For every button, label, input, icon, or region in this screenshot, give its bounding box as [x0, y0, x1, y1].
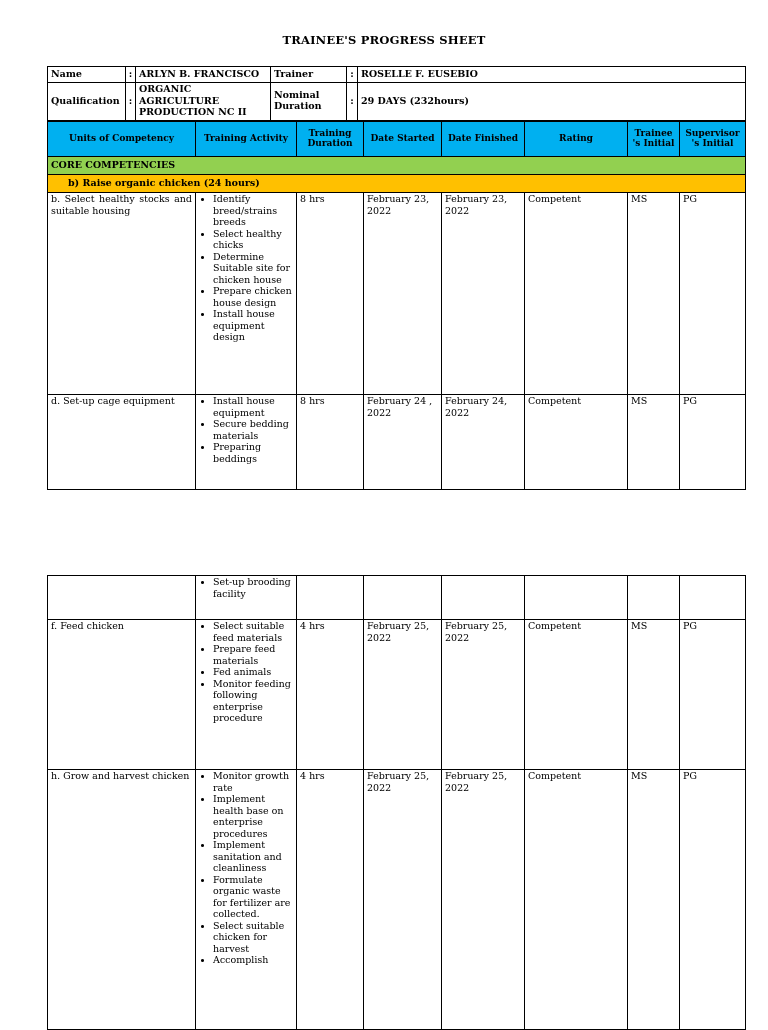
nominal-duration-value: 29 DAYS (232hours) — [358, 83, 746, 121]
progress-table-page1 — [47, 121, 746, 490]
table-row — [48, 395, 746, 490]
header-units: Units of Competency — [48, 122, 196, 157]
date-started-cell: February 25, 2022 — [364, 620, 442, 770]
qualification-value: ORGANIC AGRICULTURE PRODUCTION NC II — [136, 83, 271, 121]
date-started-cell: February 25, 2022 — [364, 770, 442, 1030]
activity-cell — [196, 620, 297, 770]
activity-item: • Preparing beddings — [213, 442, 293, 465]
trainee-initial-cell: MS — [628, 620, 680, 770]
core-competencies-row — [48, 157, 746, 175]
rating-cell — [525, 576, 628, 620]
activity-item: • Install house equipment design — [213, 309, 293, 344]
activity-item: • Secure bedding materials — [213, 419, 293, 442]
activity-list — [199, 194, 293, 344]
date-finished-cell — [442, 576, 525, 620]
rating-cell: Competent — [525, 770, 628, 1030]
trainee-initial-cell: MS — [628, 770, 680, 1030]
activity-cell — [196, 770, 297, 1030]
activity-list — [199, 577, 293, 600]
activity-list — [199, 621, 293, 725]
supervisor-initial-cell: PG — [680, 193, 746, 395]
table-row — [48, 193, 746, 395]
header-rating: Rating — [525, 122, 628, 157]
activity-item: • Identify breed/strains breeds — [213, 194, 293, 229]
activity-item: • Formulate organic waste for fertilizer are collected. — [213, 875, 293, 921]
duration-cell: 4 hrs — [297, 770, 364, 1030]
activity-cell — [196, 395, 297, 490]
duration-cell: 8 hrs — [297, 395, 364, 490]
section-row — [48, 175, 746, 193]
name-label: Name — [48, 67, 126, 83]
trainer-value: ROSELLE F. EUSEBIO — [358, 67, 746, 83]
table-header-row — [48, 122, 746, 157]
colon: : — [347, 83, 358, 121]
colon: : — [126, 83, 136, 121]
trainee-initial-cell: MS — [628, 395, 680, 490]
table-row — [48, 576, 746, 620]
header-duration: Training Duration — [297, 122, 364, 157]
header-trainee: Trainee 's Initial — [628, 122, 680, 157]
date-started-cell — [364, 576, 442, 620]
date-finished-cell: February 25, 2022 — [442, 620, 525, 770]
activity-item: • Prepare chicken house design — [213, 286, 293, 309]
activity-item: • Monitor feeding following enterprise procedure — [213, 679, 293, 725]
activity-item: • Select healthy chicks — [213, 229, 293, 252]
supervisor-initial-cell — [680, 576, 746, 620]
activity-list — [199, 396, 293, 465]
activity-item: • Determine Suitable site for chicken house — [213, 252, 293, 287]
table-row — [48, 620, 746, 770]
section-label: b) Raise organic chicken (24 hours) — [48, 175, 746, 193]
colon: : — [126, 67, 136, 83]
activity-item: • Select suitable feed materials — [213, 621, 293, 644]
activity-item: • Prepare feed materials — [213, 644, 293, 667]
duration-cell: 8 hrs — [297, 193, 364, 395]
activity-item: • Implement sanitation and cleanliness — [213, 840, 293, 875]
activity-cell — [196, 576, 297, 620]
unit-cell: b. Select healthy stocks and suitable housing — [48, 193, 196, 395]
rating-cell: Competent — [525, 395, 628, 490]
date-finished-cell: February 23, 2022 — [442, 193, 525, 395]
date-started-cell: February 23, 2022 — [364, 193, 442, 395]
unit-cell: h. Grow and harvest chicken — [48, 770, 196, 1030]
trainee-initial-cell — [628, 576, 680, 620]
trainer-label: Trainer — [271, 67, 347, 83]
supervisor-initial-cell: PG — [680, 770, 746, 1030]
date-started-cell: February 24 , 2022 — [364, 395, 442, 490]
supervisor-initial-cell: PG — [680, 620, 746, 770]
supervisor-initial-cell: PG — [680, 395, 746, 490]
activity-item: • Install house equipment — [213, 396, 293, 419]
trainee-info-table — [47, 66, 746, 121]
date-finished-cell: February 25, 2022 — [442, 770, 525, 1030]
nominal-duration-label: Nominal Duration — [271, 83, 347, 121]
core-competencies-label: CORE COMPETENCIES — [48, 157, 746, 175]
qualification-label: Qualification — [48, 83, 126, 121]
colon: : — [347, 67, 358, 83]
progress-table-page2 — [47, 575, 746, 1030]
unit-cell: d. Set-up cage equipment — [48, 395, 196, 490]
activity-item: • Fed animals — [213, 667, 293, 679]
trainee-initial-cell: MS — [628, 193, 680, 395]
duration-cell — [297, 576, 364, 620]
activity-item: • Set-up brooding facility — [213, 577, 293, 600]
rating-cell: Competent — [525, 193, 628, 395]
header-started: Date Started — [364, 122, 442, 157]
table-row — [48, 770, 746, 1030]
date-finished-cell: February 24, 2022 — [442, 395, 525, 490]
activity-item: • Implement health base on enterprise procedures — [213, 794, 293, 840]
header-finished: Date Finished — [442, 122, 525, 157]
rating-cell: Competent — [525, 620, 628, 770]
activity-item: • Accomplish — [213, 955, 293, 967]
activity-cell — [196, 193, 297, 395]
activity-item: • Monitor growth rate — [213, 771, 293, 794]
duration-cell: 4 hrs — [297, 620, 364, 770]
activity-list — [199, 771, 293, 967]
name-value: ARLYN B. FRANCISCO — [136, 67, 271, 83]
unit-cell — [48, 576, 196, 620]
activity-item: • Select suitable chicken for harvest — [213, 921, 293, 956]
unit-cell: f. Feed chicken — [48, 620, 196, 770]
header-supervisor: Supervisor 's Initial — [680, 122, 746, 157]
page-title: TRAINEE'S PROGRESS SHEET — [282, 33, 486, 47]
header-activity: Training Activity — [196, 122, 297, 157]
